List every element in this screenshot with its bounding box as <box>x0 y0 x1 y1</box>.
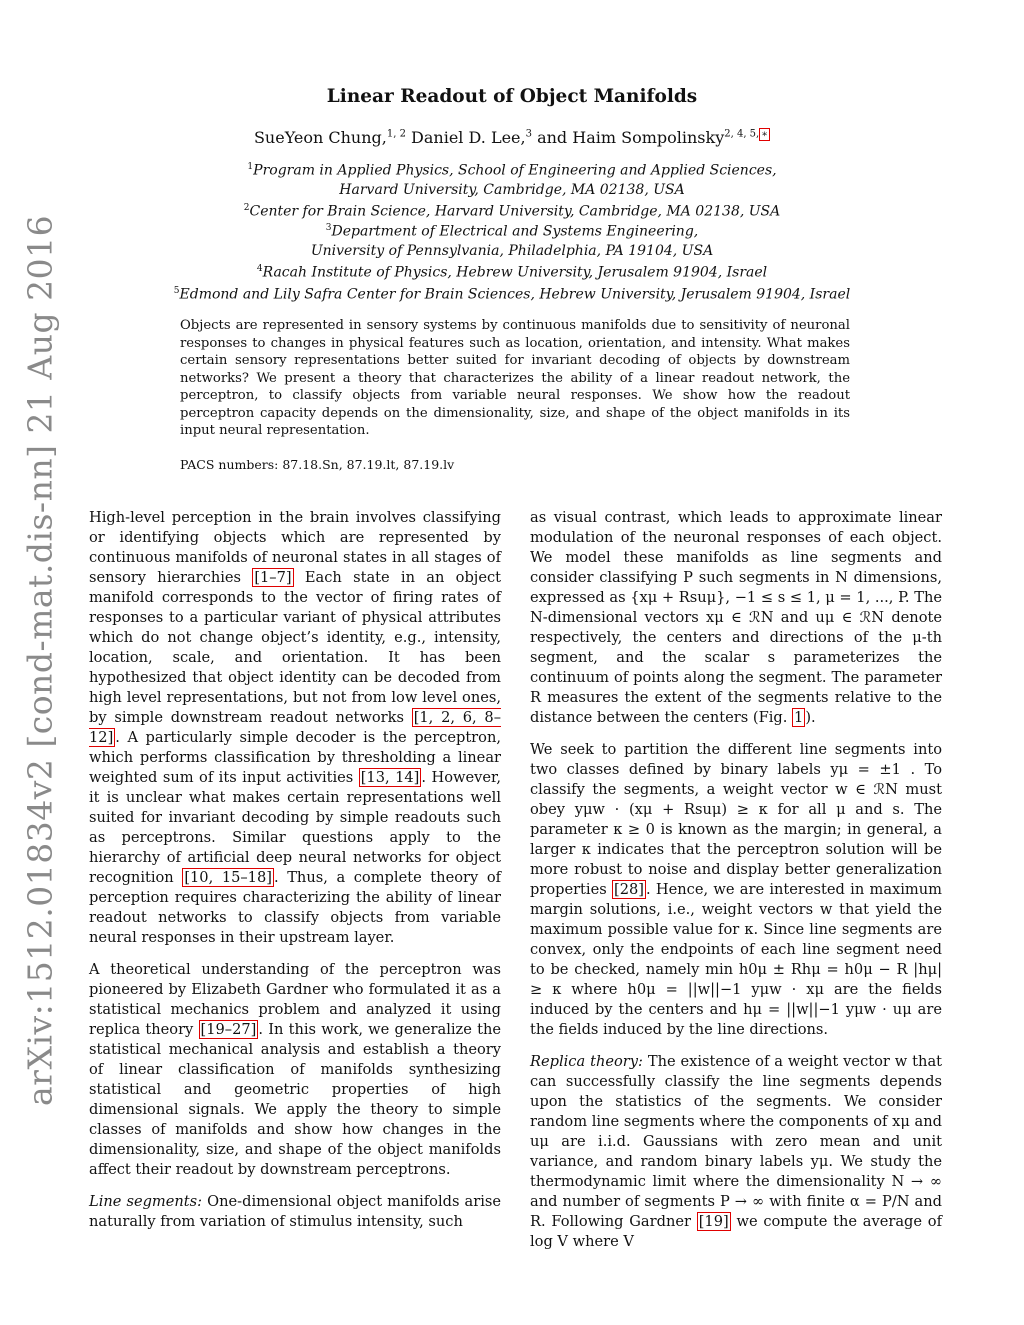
affiliation-3-line2: University of Pennsylvania, Philadelphia, PA 19104, USA <box>310 242 714 259</box>
text-run: as visual contrast, which leads to approximate linear modulation of the neuronal responses of each object. We model these manifolds as line segments and consider classifying P such segments in N dimensions, expressed as {xμ + Rsuμ}, −1 ≤ s ≤ 1, μ = 1, ..., P. The N-dimensional vectors xμ ∈ ℛN and uμ ∈ ℛN denote respectively, the centers and directions of the μ-th segment, and the scalar s parameterizes the continuum of points along the segment. The parameter R measures the extent of the segments relative to the distance between the centers (Fig. <box>530 509 942 726</box>
section-heading-replica-theory: Replica theory: <box>530 1053 643 1070</box>
text-run: ). <box>805 709 816 726</box>
text-run: . In this work, we generalize the statistical mechanical analysis and establish a theory of linear classification of manifolds synthesizing statistical and geometric properties of high dimensional signals. We apply the theory to simple classes of manifolds and show how changes in the dimensionality, size, and shape of the object manifolds affect their readout by downstream perceptrons. <box>89 1021 501 1178</box>
affiliation-2-marker: 2 <box>243 203 250 213</box>
author-chung: SueYeon Chung, <box>253 128 387 147</box>
left-column <box>89 508 501 1244</box>
citation-link[interactable]: [1, 2, 6, 8–12] <box>89 709 502 746</box>
text-run: High-level perception in the brain involves classifying or identifying objects which are represented by continuous manifolds of neuronal states in all stages of sensory hierarchies <box>89 509 501 586</box>
affiliation-1-line2: Harvard University, Cambridge, MA 02138, USA <box>339 181 685 198</box>
affiliation-3-line1: Department of Electrical and Systems Engineering, <box>331 223 699 240</box>
intro-paragraph <box>89 508 501 948</box>
affiliation-5 <box>0 282 1024 305</box>
citation-link[interactable]: [19–27] <box>200 1021 257 1038</box>
text-run: We seek to partition the different line segments into two classes defined by binary labels yμ = ±1 . To classify the segments, a weight vector w ∈ ℛN must obey yμw · (xμ + Rsuμ) ≥ κ for all μ and s. The parameter κ ≥ 0 is known as the margin; in general, a larger κ indicates that the perceptron solution will be more robust to noise and display better generalization properties <box>530 741 942 898</box>
pacs-numbers: PACS numbers: 87.18.Sn, 87.19.lt, 87.19.lv <box>180 457 455 472</box>
citation-link[interactable]: [10, 15–18] <box>184 869 272 886</box>
affiliation-4-marker: 4 <box>256 264 263 274</box>
affiliation-2-line1: Center for Brain Science, Harvard University, Cambridge, MA 02138, USA <box>249 203 781 220</box>
line-segments-paragraph <box>89 1192 501 1232</box>
affiliation-5-marker: 5 <box>173 286 180 296</box>
affiliation-1 <box>0 158 1024 200</box>
text-run: Each state in an object manifold corresponds to the vector of firing rates of responses to a particular variant of physical attributes which do not change object’s identity, e.g., intensity, location, scale, and orientation. It has been hypothesized that object identity can be decoded from high level representations, but not from low level ones, by simple downstream readout networks <box>89 569 502 726</box>
classification-paragraph <box>530 740 942 1040</box>
author-sompolinsky-affil: 2, 4, 5, <box>724 128 760 140</box>
affiliation-3-marker: 3 <box>325 223 332 233</box>
affiliation-1-marker: 1 <box>247 162 254 172</box>
affiliation-3 <box>0 219 1024 261</box>
replica-paragraph <box>530 1052 942 1252</box>
text-run: The existence of a weight vector w that can successfully classify the line segments depends upon the statistics of the segments. We consider random line segments where the components of xμ and uμ are i.i.d. Gaussians with zero mean and unit variance, and random binary labels yμ. We study the thermodynamic limit where the dimensionality N → ∞ and number of segments P → ∞ with finite α = P/N and R. Following Gardner <box>530 1053 943 1230</box>
citation-link[interactable]: [19] <box>698 1213 729 1230</box>
right-column <box>530 508 942 1264</box>
text-run: . Hence, we are interested in maximum margin solutions, i.e., weight vectors w that yield the maximum possible value for κ. Since line segments are convex, only the endpoints of each line segment need to be checked, namely min h0μ ± Rhμ = h0μ − R |hμ| ≥ κ where h0μ = ||w||−1 yμw · xμ are the fields induced by the centers and hμ = ||w||−1 yμw · uμ are the fields induced by the line directions. <box>530 881 943 1038</box>
author-sompolinsky: and Haim Sompolinsky <box>537 128 725 147</box>
author-chung-affil: 1, 2 <box>386 128 406 140</box>
text-run: we compute the average of log V where V <box>530 1213 942 1250</box>
text-run: One-dimensional object manifolds arise naturally from variation of stimulus intensity, such <box>89 1193 502 1230</box>
affiliation-4 <box>0 260 1024 283</box>
line-model-paragraph <box>530 508 942 728</box>
text-run: . However, it is unclear what makes certain representations well suited for invariant decoding by simple readouts such as perceptrons. Similar questions apply to the hierarchy of artificial deep neural networks for object recognition <box>89 769 502 886</box>
affiliation-5-line1: Edmond and Lily Safra Center for Brain Sciences, Hebrew University, Jerusalem 91904, Israel <box>179 286 851 303</box>
text-run: . Thus, a complete theory of perception requires characterizing the ability of linear readout networks to classify objects from variable neural responses in their upstream layer. <box>89 869 502 946</box>
text-run: . A particularly simple decoder is the perceptron, which performs classification by thresholding a linear weighted sum of its input activities <box>89 729 501 786</box>
author-list <box>0 128 1024 147</box>
citation-link[interactable]: [28] <box>614 881 644 898</box>
author-lee-affil: 3 <box>525 128 532 140</box>
section-heading-line-segments: Line segments: <box>89 1193 203 1210</box>
figure-link[interactable]: 1 <box>794 709 804 726</box>
affiliation-4-line1: Racah Institute of Physics, Hebrew University, Jerusalem 91904, Israel <box>262 264 768 281</box>
citation-link[interactable]: [1–7] <box>254 569 292 586</box>
gardner-paragraph <box>89 960 501 1180</box>
arxiv-identifier: arXiv:1512.01834v2 [cond-mat.dis-nn] 21 Aug 2016 <box>20 214 60 1106</box>
abstract: Objects are represented in sensory systems by continuous manifolds due to sensitivity of neuronal responses to changes in physical features such as location, orientation, and intensity. What makes certain sensory representations better suited for invariant decoding of objects by downstream networks? We present a theory that characterizes the ability of a linear readout network, the perceptron, to classify objects from variable neural responses. We show how the readout perceptron capacity depends on the dimensionality, size, and shape of the object manifolds in its input neural representation. <box>180 318 850 438</box>
corresponding-author-link[interactable]: ∗ <box>761 128 769 140</box>
author-lee: Daniel D. Lee, <box>411 128 526 147</box>
paper-title: Linear Readout of Object Manifolds <box>326 86 698 107</box>
affiliation-1-line1: Program in Applied Physics, School of Engineering and Applied Sciences, <box>253 162 777 179</box>
citation-link[interactable]: [13, 14] <box>360 769 420 786</box>
text-run: A theoretical understanding of the perceptron was pioneered by Elizabeth Gardner who formulated it as a statistical mechanics problem and analyzed it using replica theory <box>89 961 501 1038</box>
